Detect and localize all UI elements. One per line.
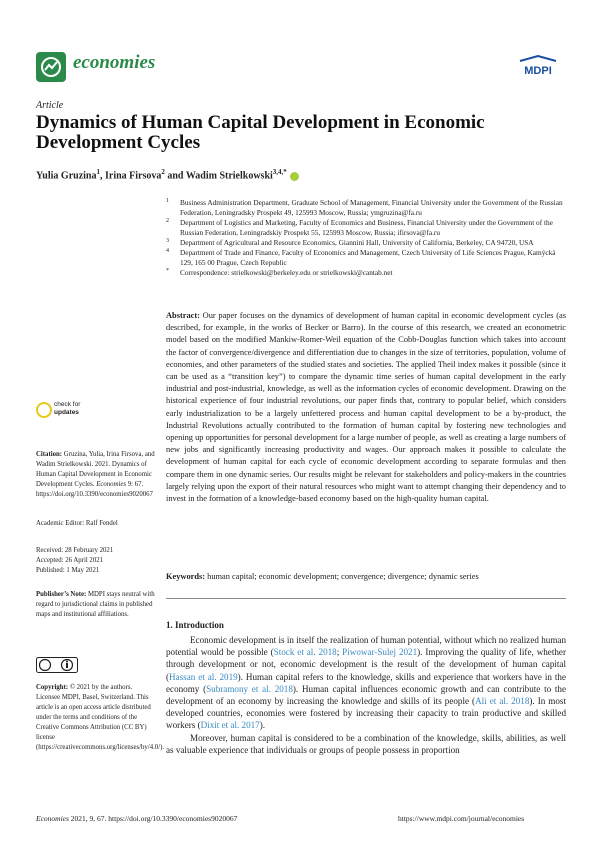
footer-citation: Economies 2021, 9, 67. https://doi.org/10.3390/economies9020067: [36, 814, 238, 823]
citation-link[interactable]: Piwowar-Sulej 2021: [342, 647, 418, 658]
abstract-label: Abstract:: [166, 311, 200, 320]
affiliation-item: 2 Department of Logistics and Marketing, Faculty of Economics and Business, Financial University under the Government of the Russian Federation, Leningradskiy Prospekt 55, 125993 Moscow, Russia; ifirsova@fa.ru: [166, 218, 553, 237]
author-affil-sup: 3,4,*: [272, 168, 287, 176]
accepted-date: Accepted: 26 April 2021: [36, 557, 104, 564]
article-type: Article: [36, 100, 64, 111]
cc-by-license-icon[interactable]: [36, 657, 78, 673]
mdpi-logo-text: MDPI: [524, 65, 552, 77]
author-name: Wadim Strielkowski: [185, 170, 273, 182]
section-divider: [166, 598, 566, 599]
footer-journal-url[interactable]: https://www.mdpi.com/journal/economies: [398, 814, 525, 823]
mdpi-logo-icon: [518, 55, 558, 78]
citation-block: Citation: Gruzina, Yulia, Irina Firsova, and Wadim Strielkowski. 2021. Dynamics of Human Capital Development in Economic Development Cycles. Economies 9: 67. https://doi.org/10.3390/economies9020067: [36, 451, 155, 498]
copyright-block: Copyright: © 2021 by the authors. Licensee MDPI, Basel, Switzerland. This article is an open access article distributed under the terms and conditions of the Creative Commons Attribution (CC BY) license (https://creativecommons.org/licenses/by/4.0/).: [36, 684, 165, 751]
citation-link[interactable]: Stock et al. 2018: [273, 647, 337, 658]
journal-logo-icon: [36, 52, 66, 82]
keywords-label: Keywords:: [166, 572, 206, 581]
paragraph: Moreover, human capital is considered to be a combination of the knowledge, skills, abilities, as well as valuable experience that individuals or groups of people possess in proportion: [166, 732, 566, 755]
author-name: Yulia Gruzina: [36, 170, 97, 182]
author-name: Irina Firsova: [104, 170, 162, 182]
abstract-text: Our paper focuses on the dynamics of development of human capital in economic development cycles (as described, for example, in the works of Becker or Barro). In the course of this research, we created an econometric model based on the modified Mankiw-Romer-Weil equation of the Cobb-Douglas function which takes into account the factor of convergence/divergence and differentiation due to changes in the size of territories, population, volume of economies, and other parameters of the studied states and societies. The applied Theil index makes it possible (since it can be used as a “transition key”) to compare the dynamic time series of human capital development in the early industrial and post-industrial, knowledge, as well as the information cycles of economic development. Drawing on the historical experience of four industrial revolutions, our paper finds that, contrary to popular belief, which considers early industrialization to be a largely unfettered process and human capital development to be a by-product, the Industrial Revolutions actually contributed to the formation of human capital by fostering new technologies and opening up opportunities for personal development for a large number of people, as well as creating a large numbers of new jobs and significantly increasing productivity and wages. Our approach makes it possible to calculate the development of human capital for each cycle of economic development according to separate formulas and then compare them in one dynamic series. Our results might be relevant for stakeholders and policy-makers in the countries largely relying upon the export of their natural resources who might want to attempt changing their dependency and to invest in the formation of a knowledge-based economy based on the high-quality human capital.: [166, 311, 566, 504]
orcid-icon[interactable]: [290, 172, 299, 181]
publisher-note: Publisher’s Note: MDPI stays neutral with regard to jurisdictional claims in published maps and institutional affiliations.: [36, 591, 155, 618]
citation-link[interactable]: Hassan et al. 2019: [169, 671, 238, 682]
affiliation-item: 3 Department of Agricultural and Resource Economics, Giannini Hall, University of California, Berkeley, CA 94720, USA: [166, 238, 534, 247]
affiliation-item: 4 Department of Trade and Finance, Faculty of Economics and Management, Czech University of Life Sciences Prague, Kamýcká 129, 165 00 Prague, Czech Republic: [166, 248, 556, 267]
abstract: [166, 310, 566, 505]
published-date: Published: 1 May 2021: [36, 567, 100, 574]
keywords-text: human capital; economic development; convergence; divergence; dynamic series: [207, 572, 479, 581]
citation-link[interactable]: Subramony et al. 2018: [206, 683, 293, 694]
introduction-body: [166, 634, 566, 756]
check-updates-icon: [36, 402, 52, 418]
section-heading: 1. Introduction: [166, 620, 224, 630]
affiliation-item: 1 Business Administration Department, Graduate School of Management, Financial University under the Government of the Russian Federation, Leningradsky Prospekt 49, 125993 Moscow, Russia; ymgruzina@fa.ru: [166, 198, 563, 217]
journal-name: economies: [73, 52, 156, 73]
citation-link[interactable]: Ali et al. 2018: [475, 696, 530, 707]
citation-link[interactable]: Dixit et al. 2017: [200, 720, 260, 731]
academic-editor: Academic Editor: Ralf Fendel: [36, 520, 118, 527]
affiliations: [166, 198, 566, 278]
author-affil-sup: 1: [96, 168, 100, 176]
author-affil-sup: 2: [161, 168, 165, 176]
dates-block: [36, 546, 158, 576]
received-date: Received: 28 February 2021: [36, 547, 114, 554]
paragraph: Economic development is in itself the realization of human potential, without which no realized human potential would be possible (Stock et al. 2018; Piwowar-Sulej 2021). Improving the quality of life, whether through development or not, economic development is the result of the development of human capital (Hassan et al. 2019). Human capital refers to the knowledge, skills and experience that workers have in the economy (Subramony et al. 2018). Human capital influences economic growth and can contribute to the development of an economy by increasing the knowledge and skills of its people (Ali et al. 2018). In most developed countries, economies were fostered by increasing their capacity to train productive and skilled workers (Dixit et al. 2017).: [166, 635, 567, 731]
keywords: [166, 572, 566, 581]
affiliation-item: * Correspondence: strielkowski@berkeley.edu or strielkowski@cantab.net: [166, 268, 393, 277]
author-list: Yulia Gruzina$^1$, Irina Firsova$^2$ and Wadim Strielkowski$^{3,4,*}$: [36, 168, 299, 181]
paper-title: Dynamics of Human Capital Development in Economic Development Cycles: [36, 112, 485, 153]
citation-doi[interactable]: https://doi.org/10.3390/economies9020067: [36, 491, 153, 498]
